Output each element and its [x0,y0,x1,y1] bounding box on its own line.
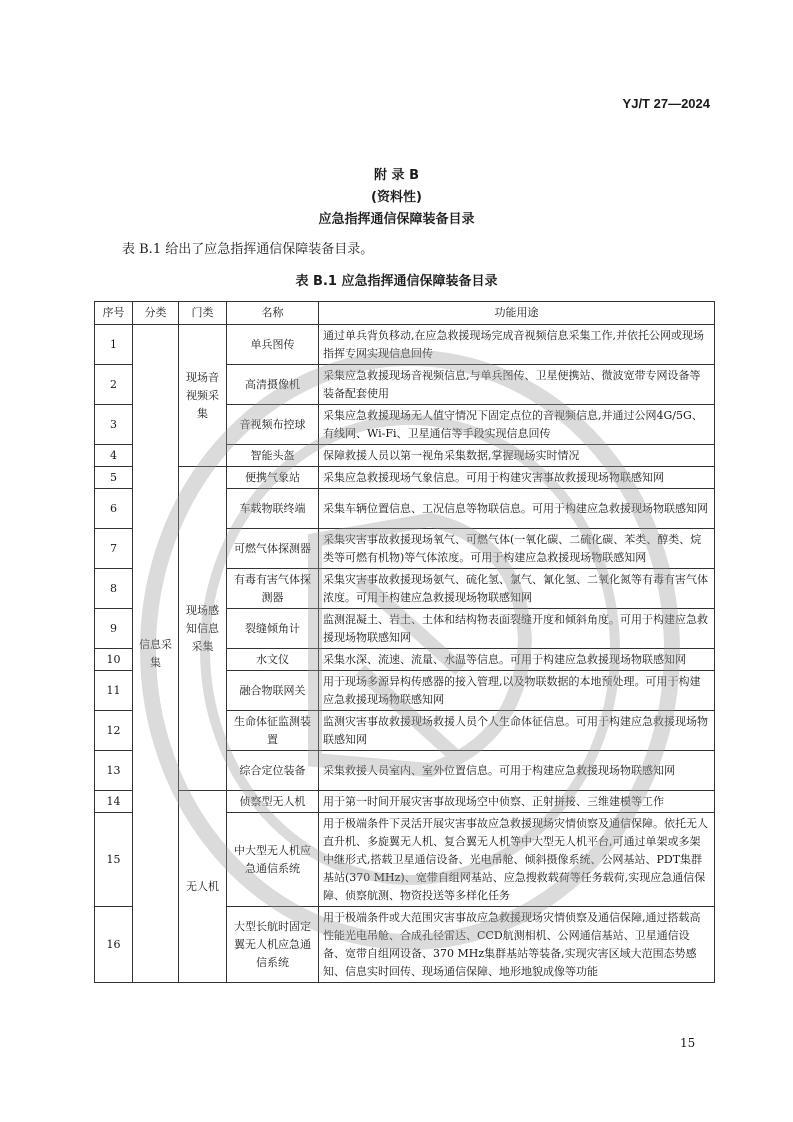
equipment-name: 大型长航时固定翼无人机应急通信系统 [227,907,319,983]
row-number: 15 [95,813,133,907]
equipment-function: 采集车辆位置信息、工况信息等物联信息。可用于构建应急救援现场物联感知网 [319,489,715,529]
equipment-table [94,301,715,983]
row-number: 7 [95,529,133,569]
equipment-function: 监测混凝土、岩土、土体和结构物表面裂缝开度和倾斜角度。可用于构建应急救援现场物联感知网 [319,609,715,649]
equipment-function: 用于现场多源异构传感器的接入管理,以及物联数据的本地预处理。可用于构建应急救援现场物联感知网 [319,671,715,711]
header-no: 序号 [95,302,133,325]
equipment-name: 高清摄像机 [227,365,319,405]
group-cell-drone: 无人机 [179,791,227,983]
equipment-function: 用于极端条件或大范围灾害事故应急救援现场灾情侦察及通信保障,通过搭载高性能光电吊舱、合成孔径雷达、CCD航测相机、公网通信基站、卫星通信设备、宽带自组网设备、370 MHz集群基站等装备,实现灾害区域大范围态势感知、信息实时回传、现场通信保障、地形地貌成像等功能 [319,907,715,983]
header-name: 名称 [227,302,319,325]
equipment-function: 通过单兵背负移动,在应急救援现场完成音视频信息采集工作,并依托公网或现场指挥专网实现信息回传 [319,325,715,365]
equipment-function: 用于第一时间开展灾害事故现场空中侦察、正射拼接、三维建模等工作 [319,791,715,813]
header-function: 功能用途 [319,302,715,325]
equipment-name: 融合物联网关 [227,671,319,711]
intro-text: 表 B.1 给出了应急指挥通信保障装备目录。 [122,242,374,257]
row-number: 12 [95,711,133,751]
table-caption: 表 B.1 应急指挥通信保障装备目录 [295,274,498,289]
equipment-function: 用于极端条件下灵活开展灾害事故应急救援现场灾情侦察及通信保障。依托无人直升机、多旋翼无人机、复合翼无人机等中大型无人机平台,可通过单架或多架中继形式,搭载卫星通信设备、光电吊舱、倾斜摄像系统、公网基站、PDT集群基站(370 MHz)、宽带自组网基站、应急搜救载荷等任务载荷,实现应急通信保障、侦察航测、物资投送等多样化任务 [319,813,715,907]
group-cell-av: 现场音视频采集 [179,325,227,467]
group-cell-sensing: 现场感知信息采集 [179,467,227,791]
header-category: 分类 [133,302,179,325]
row-number: 11 [95,671,133,711]
equipment-name: 生命体征监测装置 [227,711,319,751]
equipment-function: 采集应急救援现场气象信息。可用于构建灾害事故救援现场物联感知网 [319,467,715,489]
row-number: 13 [95,751,133,791]
row-number: 4 [95,445,133,467]
equipment-name: 便携气象站 [227,467,319,489]
equipment-function: 保障救援人员以第一视角采集数据,掌握现场实时情况 [319,445,715,467]
page-number: 15 [680,1036,696,1050]
equipment-name: 水文仪 [227,649,319,671]
equipment-name: 中大型无人机应急通信系统 [227,813,319,907]
category-cell: 信息采集 [133,325,179,983]
header-group: 门类 [179,302,227,325]
table-header-row [95,302,715,325]
equipment-function: 采集灾害事故救援现场氧气、可燃气体(一氧化碳、二硫化碳、苯类、醇类、烷类等可燃有机物)等气体浓度。可用于构建应急救援现场物联感知网 [319,529,715,569]
equipment-name: 智能头盔 [227,445,319,467]
row-number: 6 [95,489,133,529]
annex-nature: (资料性) [371,190,422,205]
annex-title: 附 录 B [374,168,419,183]
equipment-name: 综合定位装备 [227,751,319,791]
row-number: 8 [95,569,133,609]
equipment-name: 有毒有害气体探测器 [227,569,319,609]
equipment-name: 单兵图传 [227,325,319,365]
equipment-name: 可燃气体探测器 [227,529,319,569]
row-number: 5 [95,467,133,489]
equipment-function: 采集应急救援现场音视频信息,与单兵图传、卫星便携站、微波宽带专网设备等装备配套使用 [319,365,715,405]
table-row [95,467,715,489]
equipment-function: 采集救援人员室内、室外位置信息。可用于构建应急救援现场物联感知网 [319,751,715,791]
row-number: 1 [95,325,133,365]
row-number: 16 [95,907,133,983]
table-row [95,791,715,813]
row-number: 10 [95,649,133,671]
standard-code: YJ/T 27—2024 [622,96,710,111]
table-row [95,325,715,365]
equipment-function: 监测灾害事故救援现场救援人员个人生命体征信息。可用于构建应急救援现场物联感知网 [319,711,715,751]
row-number: 14 [95,791,133,813]
equipment-function: 采集应急救援现场无人值守情况下固定点位的音视频信息,并通过公网4G/5G、有线网、Wi-Fi、卫星通信等手段实现信息回传 [319,405,715,445]
equipment-name: 音视频布控球 [227,405,319,445]
row-number: 3 [95,405,133,445]
equipment-name: 裂缝倾角计 [227,609,319,649]
annex-name: 应急指挥通信保障装备目录 [318,212,475,227]
equipment-name: 侦察型无人机 [227,791,319,813]
row-number: 9 [95,609,133,649]
equipment-name: 车载物联终端 [227,489,319,529]
row-number: 2 [95,365,133,405]
equipment-function: 采集灾害事故救援现场氨气、硫化氢、氯气、氰化氢、二氧化氮等有毒有害气体浓度。可用于构建应急救援现场物联感知网 [319,569,715,609]
equipment-function: 采集水深、流速、流量、水温等信息。可用于构建应急救援现场物联感知网 [319,649,715,671]
